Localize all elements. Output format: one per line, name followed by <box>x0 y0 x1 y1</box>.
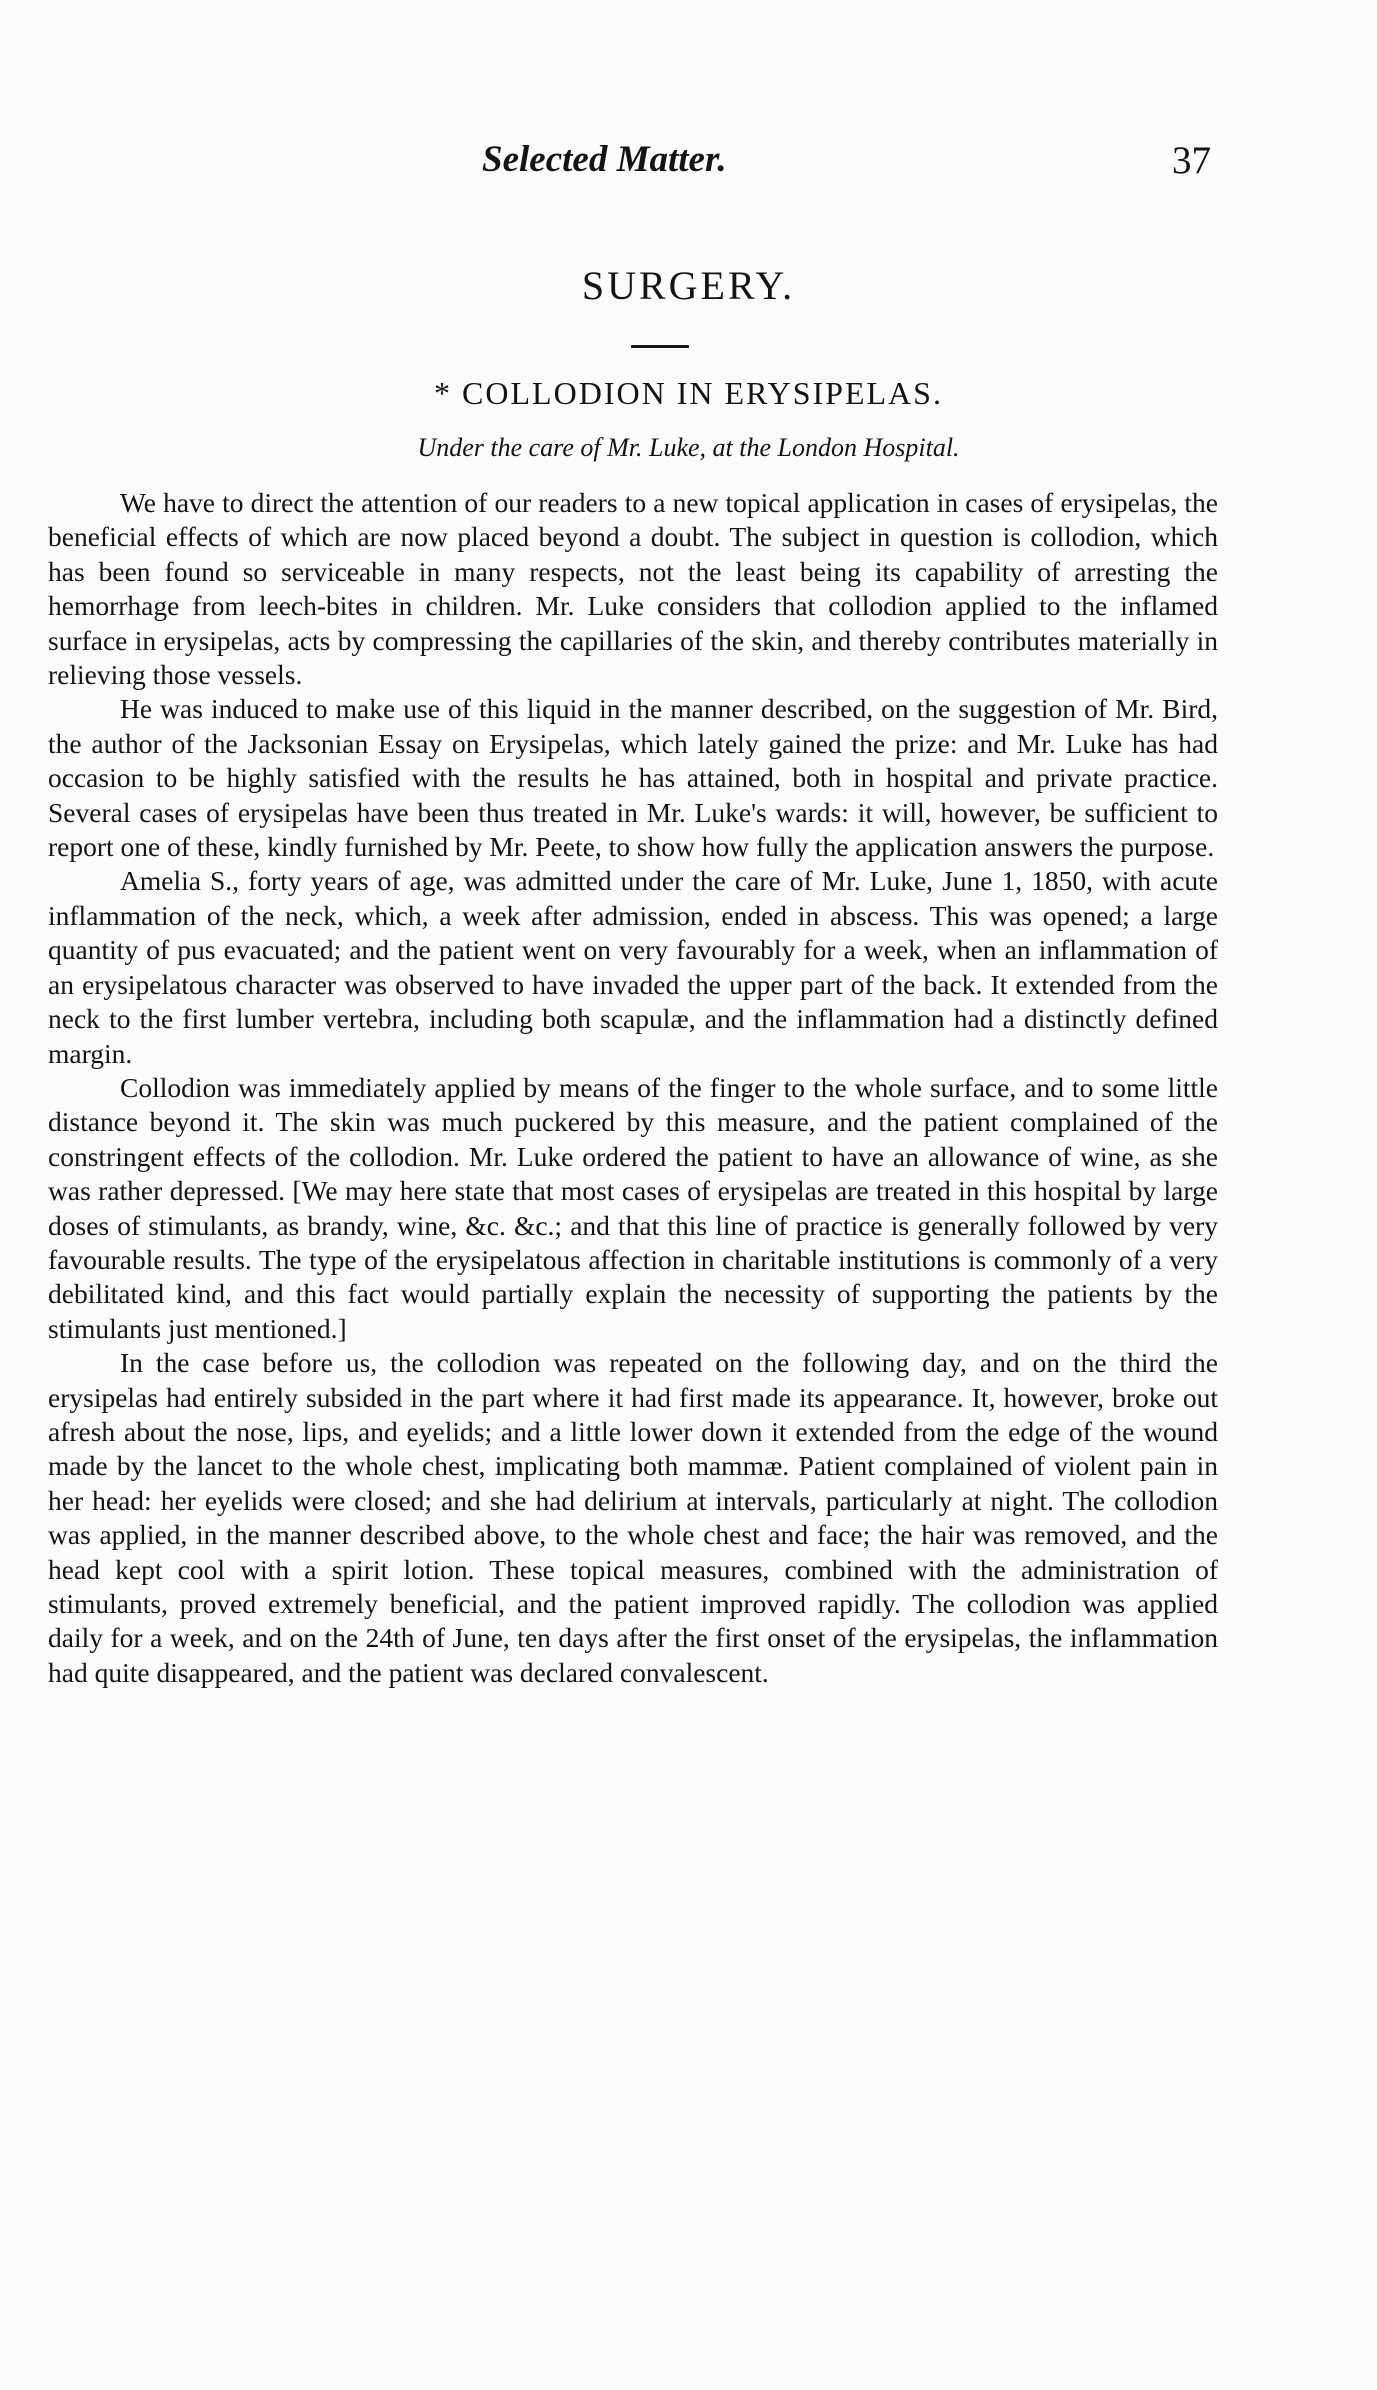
paragraph-outcome: In the case before us, the collodion was repeated on the following day, and on the third the erysipelas had entirely subsided in the part where it had first made its appearance. It, however, broke out afresh about the nose, lips, and eyelids; and a little lower down it extended from the edge of the wound made by the lancet to the whole chest, implicating both mammæ. Patient complained of violent pain in her head: her eyelids were closed; and she had delirium at intervals, particularly at night. The collodion was applied, in the manner described above, to the whole chest and face; the hair was removed, and the head kept cool with a spirit lotion. These topical measures, combined with the administration of stimulants, proved extremely beneficial, and the patient improved rapidly. The collodion was applied daily for a week, and on the 24th of June, ten days after the first onset of the erysipelas, the inflammation had quite disappeared, and the patient was declared convalescent. <box>48 1347 1218 1688</box>
paragraph-case-history: Amelia S., forty years of age, was admitted under the care of Mr. Luke, June 1, 1850, with acute inflammation of the neck, which, a week after admission, ended in abscess. This was opened; a large quantity of pus evacuated; and the patient went on very favourably for a week, when an inflammation of an erysipelatous character was observed to have invaded the upper part of the back. It extended from the neck to the first lumber vertebra, including both scapulæ, and the inflammation had a distinctly defined margin. <box>48 865 1218 1069</box>
running-head <box>0 138 1377 198</box>
article-title: * COLLODION IN ERYSIPELAS. <box>434 375 943 411</box>
page-number: 37 <box>1172 139 1211 182</box>
article-body <box>48 486 1218 1690</box>
section-title: SURGERY. <box>581 263 796 308</box>
article-subtitle: Under the care of Mr. Luke, at the London Hospital. <box>417 433 960 462</box>
title-rule <box>631 345 689 348</box>
paragraph-treatment: Collodion was immediately applied by means of the finger to the whole surface, and to some little distance beyond it. The skin was much puckered by this measure, and the patient complained of the constringent effects of the collodion. Mr. Luke ordered the patient to have an allowance of wine, as she was rather depressed. [We may here state that most cases of erysipelas are treated in this hospital by large doses of stimulants, as brandy, wine, &c. &c.; and that this line of practice is generally followed by very favourable results. The type of the erysipelatous affection in charitable institutions is commonly of a very debilitated kind, and this fact would partially explain the necessity of supporting the patients by the stimulants just mentioned.] <box>48 1071 1218 1344</box>
paragraph-introduction: We have to direct the attention of our readers to a new topical application in cases of erysipelas, the beneficial effects of which are now placed beyond a doubt. The subject in question is collodion, which has been found so serviceable in many respects, not the least being its capability of arresting the hemorrhage from leech-bites in children. Mr. Luke considers that collodion applied to the inflamed surface in erysipelas, acts by compressing the capillaries of the skin, and thereby contributes materially in relieving those vessels. <box>48 487 1218 691</box>
paragraph-background: He was induced to make use of this liquid in the manner described, on the suggestion of Mr. Bird, the author of the Jacksonian Essay on Erysipelas, which lately gained the prize: and Mr. Luke has had occasion to be highly satisfied with the results he has attained, both in hospital and private practice. Several cases of erysipelas have been thus treated in Mr. Luke's wards: it will, however, be sufficient to report one of these, kindly furnished by Mr. Peete, to show how fully the application answers the purpose. <box>48 693 1218 863</box>
running-title: Selected Matter. <box>482 139 727 180</box>
